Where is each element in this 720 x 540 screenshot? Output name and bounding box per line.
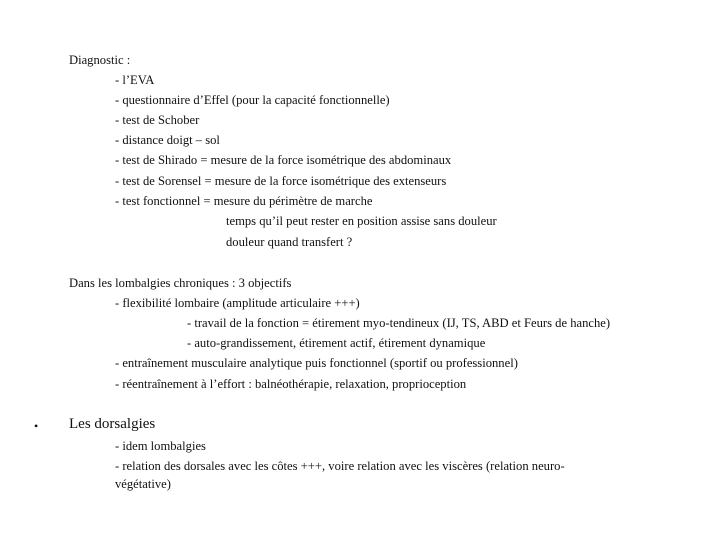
diagnostic-item: - l’EVA bbox=[115, 73, 155, 87]
dorsalgies-item: - relation des dorsales avec les côtes +++, voire relation avec les viscères (relation neuro- bbox=[115, 459, 565, 473]
lombalgies-title: Dans les lombalgies chroniques : 3 objectifs bbox=[69, 276, 292, 290]
objective-subitem: - auto-grandissement, étirement actif, étirement dynamique bbox=[187, 336, 486, 350]
dorsalgies-item: végétative) bbox=[115, 477, 171, 491]
objective-item: - réentraînement à l’effort : balnéothérapie, relaxation, proprioception bbox=[115, 377, 467, 391]
diagnostic-title: Diagnostic : bbox=[69, 53, 131, 67]
objective-subitem: - travail de la fonction = étirement myo-tendineux (IJ, TS, ABD et Feurs de hanche) bbox=[187, 316, 611, 330]
dorsalgies-title: Les dorsalgies bbox=[69, 416, 156, 432]
diagnostic-item: - test de Sorensel = mesure de la force isométrique des extenseurs bbox=[115, 174, 447, 188]
diagnostic-subitem: douleur quand transfert ? bbox=[226, 235, 353, 249]
dorsalgies-item: - idem lombalgies bbox=[115, 439, 206, 453]
diagnostic-item: - test fonctionnel = mesure du périmètre de marche bbox=[115, 194, 373, 208]
diagnostic-item: - test de Shirado = mesure de la force isométrique des abdominaux bbox=[115, 153, 452, 167]
diagnostic-item: - questionnaire d’Effel (pour la capacité fonctionnelle) bbox=[115, 93, 390, 107]
diagnostic-item: - test de Schober bbox=[115, 113, 200, 127]
diagnostic-item: - distance doigt – sol bbox=[115, 133, 220, 147]
objective-item: - entraînement musculaire analytique puis fonctionnel (sportif ou professionnel) bbox=[115, 356, 518, 370]
bullet-icon: • bbox=[34, 419, 39, 433]
diagnostic-subitem: temps qu’il peut rester en position assise sans douleur bbox=[226, 214, 497, 228]
objective-item: - flexibilité lombaire (amplitude articulaire +++) bbox=[115, 296, 360, 310]
